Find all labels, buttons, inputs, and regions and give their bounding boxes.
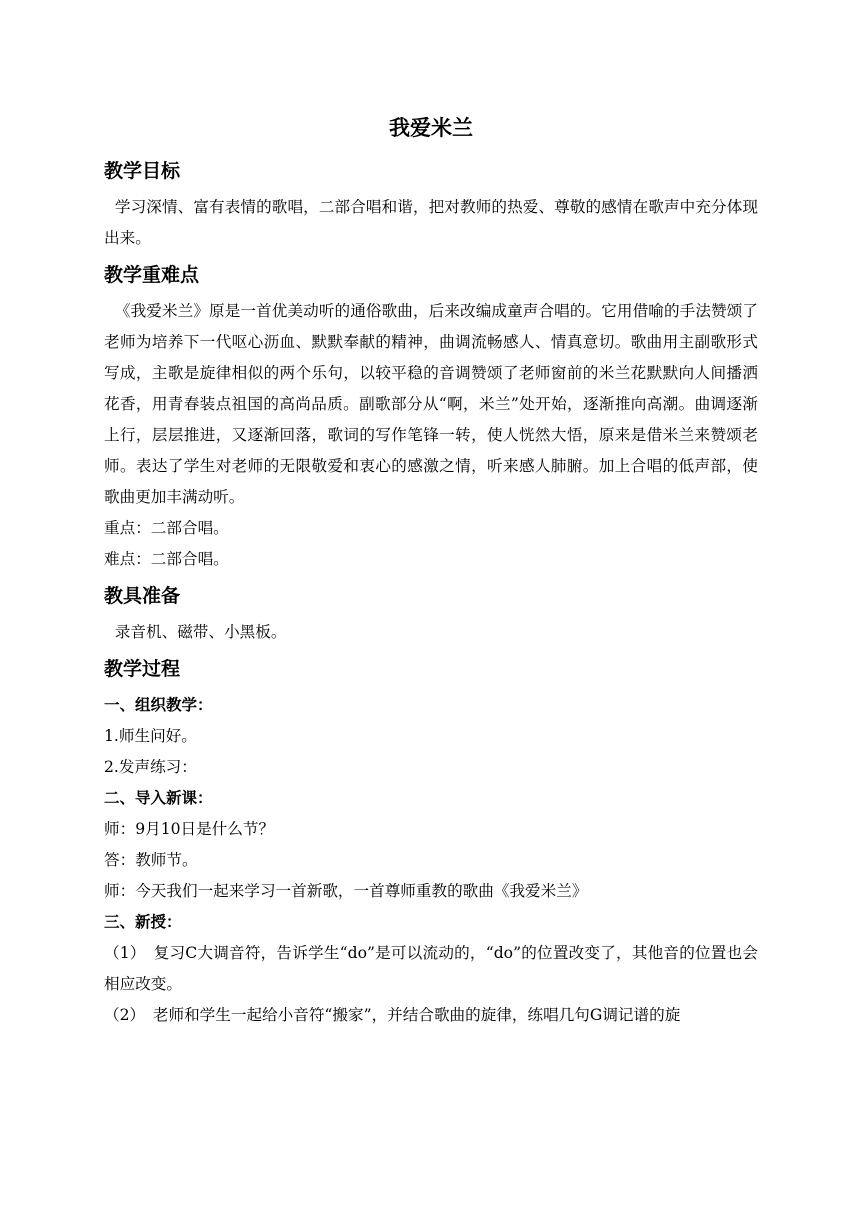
process-heading: 教学过程 bbox=[104, 658, 181, 680]
step2-line1: 师：9月10日是什么节？ bbox=[104, 820, 275, 838]
focus-line: 重点：二部合唱。 bbox=[104, 519, 229, 537]
step1-item2: 2.发声练习： bbox=[104, 758, 197, 776]
key-points-paragraph: 《我爱米兰》原是一首优美动听的通俗歌曲，后来改编成童声合唱的。它用借喻的手法赞颂了老师为培养下一代呕心沥血、默默奉献的精神，曲调流畅感人、情真意切。歌曲用主副歌形式写成，主歌是旋律相似的两个乐句，以较平稳的音调赞颂了老师窗前的米兰花默默向人间播洒花香，用青春装点祖国的高尚品质。副歌部分从“啊，米兰”处开始，逐渐推向高潮。曲调逐渐上行，层层推进，又逐渐回落，歌词的写作笔锋一转，使人恍然大悟，原来是借米兰来赞颂老师。表达了学生对老师的无限敬爱和衷心的感激之情，听来感人肺腑。加上合唱的低声部，使歌曲更加丰满动听。 bbox=[104, 302, 758, 506]
goals-heading: 教学目标 bbox=[104, 160, 181, 182]
step2-line3: 师：今天我们一起来学习一首新歌，一首尊师重教的歌曲《我爱米兰》 bbox=[104, 882, 588, 900]
step3-title: 三、新授： bbox=[104, 913, 182, 931]
materials-paragraph: 录音机、磁带、小黑板。 bbox=[114, 623, 287, 641]
step3-item2: （2） 老师和学生一起给小音符“搬家”，并结合歌曲的旋律，练唱几句G调记谱的旋 bbox=[104, 1006, 681, 1024]
goals-paragraph: 学习深情、富有表情的歌唱，二部合唱和谐，把对教师的热爱、尊敬的感情在歌声中充分体现出来。 bbox=[104, 198, 758, 247]
step3-item1: （1） 复习C大调音符，告诉学生“do”是可以流动的，“do”的位置改变了，其他音的位置也会相应改变。 bbox=[104, 944, 758, 993]
difficulty-line: 难点：二部合唱。 bbox=[104, 550, 229, 568]
step1-title: 一、组织教学： bbox=[104, 696, 213, 714]
materials-heading: 教具准备 bbox=[104, 585, 181, 607]
document-page bbox=[104, 112, 758, 1031]
document-title: 我爱米兰 bbox=[389, 116, 473, 140]
key-points-heading: 教学重难点 bbox=[104, 264, 200, 286]
step2-title: 二、导入新课： bbox=[104, 789, 213, 807]
step2-line2: 答：教师节。 bbox=[104, 851, 198, 869]
step1-item1: 1.师生问好。 bbox=[104, 727, 197, 745]
